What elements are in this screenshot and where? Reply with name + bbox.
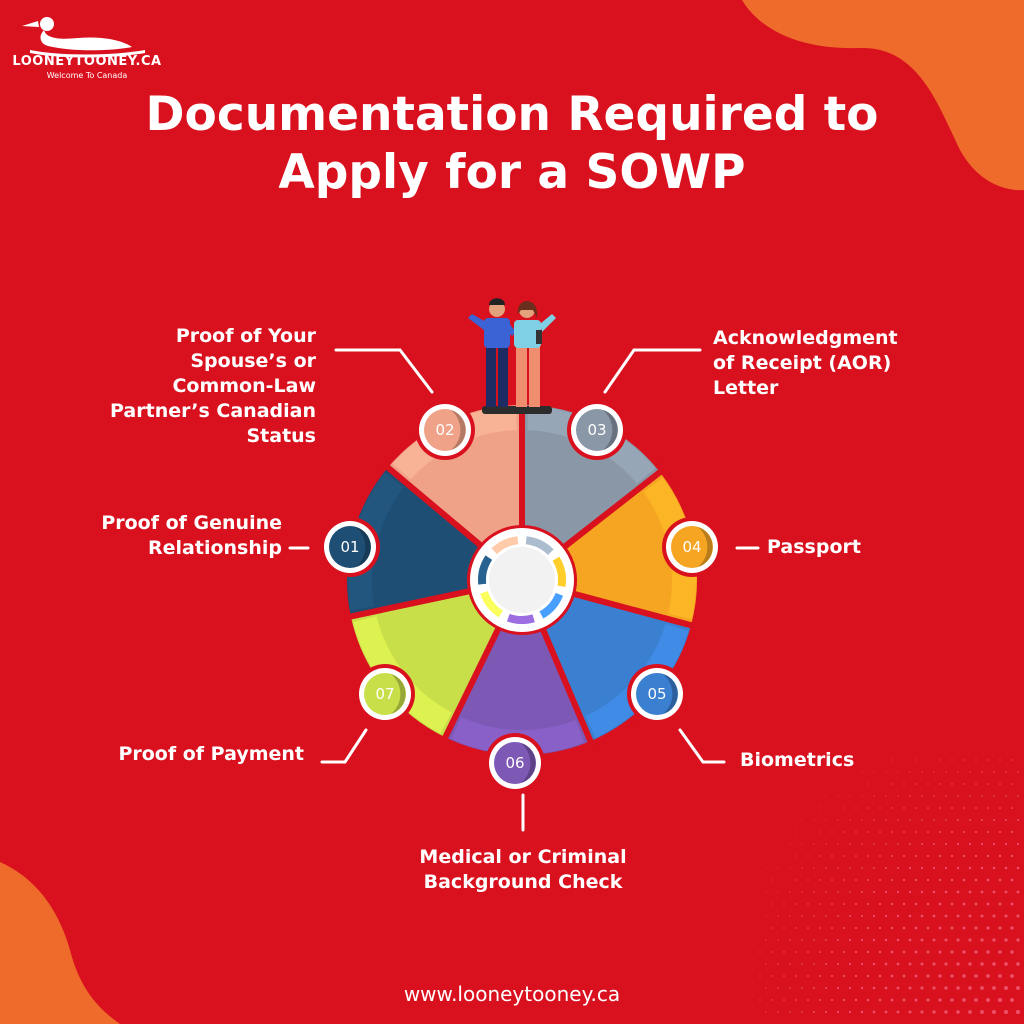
label-item-04: Passport xyxy=(767,536,861,558)
brand-logo xyxy=(12,14,162,84)
number-badge-04 xyxy=(662,517,722,577)
website-url: www.looneytooney.ca xyxy=(403,982,621,1006)
title-line-1: Documentation Required to xyxy=(145,87,879,142)
label-item-02: Proof of Your Spouse’s or Common-Law Partner’s Canadian Status xyxy=(110,325,316,447)
brand-tagline: Welcome To Canada xyxy=(46,71,128,80)
document-wheel xyxy=(320,400,722,793)
label-item-03: Acknowledgment of Receipt (AOR) Letter xyxy=(713,327,898,399)
label-item-06: Medical or Criminal Background Check xyxy=(419,846,627,893)
label-item-01: Proof of Genuine Relationship xyxy=(101,512,282,559)
number-badge-03 xyxy=(567,400,627,460)
label-item-05: Biometrics xyxy=(740,749,855,771)
decorative-dot-pattern xyxy=(759,759,1020,1014)
decorative-blob-bottom-left xyxy=(0,862,120,1024)
page-title xyxy=(62,86,962,202)
title-line-2: Apply for a SOWP xyxy=(278,145,746,200)
number-badge-07 xyxy=(355,664,415,724)
number-badge-05 xyxy=(627,664,687,724)
label-item-07: Proof of Payment xyxy=(118,743,304,765)
svg-text:01: 01 xyxy=(340,538,360,556)
number-badge-02 xyxy=(415,400,475,460)
wheel-center-core xyxy=(489,547,555,613)
brand-name: LOONEYTOONEY.CA xyxy=(12,54,162,69)
number-badge-06 xyxy=(485,733,545,793)
couple-illustration xyxy=(468,298,556,414)
svg-text:02: 02 xyxy=(435,421,455,439)
number-badge-01 xyxy=(320,517,380,577)
hub-arc-06 xyxy=(508,618,533,620)
svg-text:06: 06 xyxy=(505,754,525,772)
svg-text:05: 05 xyxy=(647,685,667,703)
svg-text:04: 04 xyxy=(682,538,702,556)
svg-text:07: 07 xyxy=(375,685,395,703)
svg-text:03: 03 xyxy=(587,421,607,439)
